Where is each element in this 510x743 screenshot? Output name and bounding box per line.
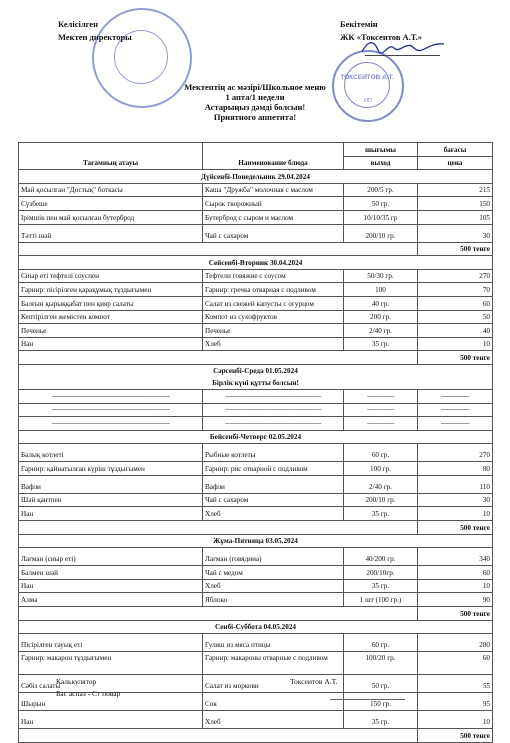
table-row — [19, 296, 493, 310]
day-title: Жұма-Пятница 03.05.2024 — [19, 534, 493, 548]
dish-output: 100 — [344, 283, 418, 297]
dish-kz: Нан — [19, 337, 203, 351]
dish-price: 55 — [418, 675, 493, 693]
table-row — [19, 324, 493, 338]
dish-kz: Нан — [19, 579, 203, 593]
dish-output: 150 гр. — [344, 693, 418, 711]
col-output-kz: шығымы — [344, 143, 418, 157]
calculator-label: Калькулятор — [56, 677, 97, 686]
dish-kz: Сәбіз салаты — [19, 675, 203, 693]
dish-kz: Тәтті шәй — [19, 224, 203, 242]
dish-output: 200/10гр. — [344, 566, 418, 580]
dish-output: 200 гр. — [344, 310, 418, 324]
menu-title — [0, 82, 510, 122]
dish-kz: Гарнир: макарон тұздығымен — [19, 652, 203, 675]
dish-ru: Тефтели говяжие с соусом — [203, 269, 344, 283]
dish-output: 60 гр. — [344, 444, 418, 462]
agreed-label: Келісілген — [58, 19, 99, 29]
day-total: 500 тенге — [418, 607, 493, 621]
dish-ru: Хлеб — [203, 337, 344, 351]
seal-number: ИП — [364, 98, 372, 104]
dish-ru: Компот из сухофруктов — [203, 310, 344, 324]
dish-price: 10 — [418, 711, 493, 729]
dish-kz: Шай қантпен — [19, 493, 203, 507]
dish-output: 35 гр. — [344, 579, 418, 593]
dish-output: 100/20 гр. — [344, 652, 418, 675]
dish-output: 10/10/35 гр — [344, 210, 418, 224]
dish-ru: Сырок творожный — [203, 197, 344, 211]
dish-output: 50 гр. — [344, 197, 418, 211]
dish-price: 60 — [418, 652, 493, 675]
dish-ru: Вафли — [203, 475, 344, 493]
dish-price: 110 — [418, 475, 493, 493]
dish-price: 30 — [418, 224, 493, 242]
dish-output: 1 шт (100 гр.) — [344, 593, 418, 607]
dish-ru: Хлеб — [203, 711, 344, 729]
dish-price: 40 — [418, 324, 493, 338]
dish-kz: Нан — [19, 711, 203, 729]
dish-kz: Май қосылған "Достық" боткасы — [19, 183, 203, 197]
dish-kz: Балмен шәй — [19, 566, 203, 580]
dish-output: 200/10 гр. — [344, 224, 418, 242]
dish-price: 270 — [418, 444, 493, 462]
dish-price: 340 — [418, 548, 493, 566]
footer-signature-line — [330, 699, 405, 700]
table-row — [19, 462, 493, 476]
table-row — [19, 593, 493, 607]
dish-kz: Кептірілген жемістен компот — [19, 310, 203, 324]
day-total: 500 тенге — [418, 729, 493, 743]
dish-ru: Салат из свежей капусты с огурцом — [203, 296, 344, 310]
dish-kz: Сүзбеше — [19, 197, 203, 211]
dish-output: 50 гр. — [344, 675, 418, 693]
day-total: 500 тенге — [418, 521, 493, 535]
holiday-greeting: Бірлік күні құтты болсын! — [212, 378, 299, 387]
footer-left — [56, 676, 120, 700]
col-kz-name: Тағамның атауы — [19, 143, 203, 170]
table-row — [19, 475, 493, 493]
day-title: Дүйсенбі-Понедельник 29.04.2024 — [19, 170, 493, 184]
dish-price: 50 — [418, 310, 493, 324]
dish-ru: Хлеб — [203, 579, 344, 593]
menu-table: Тағамның атауы Наименование блюда шығымы бағасы выход цена Дүйсенбі-Понедельник 29.04.2024 Май қосылған "Достық" боткасы Каша "Дружба" молочная с маслом 200/5 гр. 215 Сүзбеше Сырок творожный 50 гр. 150 Ірімшік пен май қосылған бутерброд Бутерброд с сыром и маслом 10/10/35 гр 105 Тәтті шәй Чай с сахаром 200/10 гр. 30 500 тенге Сейсенбі-Вторник 30.04.2024 Сиыр еті тефтелі соуспен Тефтели говяжие с соусом 50/30 гр. 270 Гарнир: пісірілген қарақұмық тұздығымен Гарнир: гречка отварная с подливом 100 70 Балғын қырыққабат пен қияр салаты Салат из свежей капусты с огурцом 40 гр. 60 Кептірілген жемістен компот Компот из сухофруктов 200 гр. 50 Печенье Печенье 2/40 гр. 40 Нан Хлеб 35 гр. 10 500 тенге Сәрсенбі-Среда 01.05.2024 Бірлік күні құтты болсын! ------------------------------------------------------------------------------- ---------------------------------------------------------------- ------------------ ------------------- ------------------------------------------------------------------------------- ---------------------------------------------------------------- ------------------ ------------------- ------------------------------------------------------------------------------- ---------------------------------------------------------------- ------------------ ------------------- Бейсенбі-Четверг 02.05.2024 Балық котлеті Рыбные котлеты 60 гр. 270 Гарнир: қайнатылған күріш тұздығымен Гарнир: рис отварной с подливом 100 гр. 80 Вафли Вафли 2/40 гр. 110 Шай қантпен Чай с сахаром 200/10 гр. 30 Нан Хлеб 35 гр. 10 500 тенге Жұма-Пятница 03.05.2024 Лагман (сиыр еті) Лагман (говядина) 40/200 гр. 340 Балмен шәй Чай с медом 200/10гр. 60 Нан Хлеб 35 гр. 10 Алма Яблоко 1 шт (100 гр.) 90 500 тенге Сенбі-Суббота 04.05.2024 Пісірілген тауық еті Гуляш из мяса птицы 60 гр. 280 Гарнир: макарон тұздығымен Гарнир: макароны отварные с подливом 100/20 гр. 60 Сәбіз салаты Салат из моркови 50 гр. 55 Шырын Сок 150 гр. 95 Нан Хлеб 35 гр. 10 500 тенге — [18, 142, 493, 743]
table-row — [19, 337, 493, 351]
table-row — [19, 210, 493, 224]
holiday-note — [19, 364, 493, 389]
dish-price: 280 — [418, 634, 493, 652]
title-line-4: Приятного аппетита! — [213, 112, 297, 122]
dish-output: 200/10 гр. — [344, 493, 418, 507]
seal-name: ТОКСЕИТОВ А.Т. — [340, 74, 394, 81]
dish-output: 40 гр. — [344, 296, 418, 310]
dish-price: 10 — [418, 337, 493, 351]
day-total: 500 тенге — [418, 242, 493, 256]
col-output-ru: выход — [344, 156, 418, 170]
approver-name: ЖК «Токсеитов А.Т.» — [340, 32, 422, 42]
dish-kz: Сиыр еті тефтелі соуспен — [19, 269, 203, 283]
dish-output: 200/5 гр. — [344, 183, 418, 197]
day-title: Сейсенбі-Вторник 30.04.2024 — [19, 256, 493, 270]
dish-output: 35 гр. — [344, 711, 418, 729]
title-line-3: Астарыңыз дәмді болсын! — [204, 102, 306, 112]
dish-ru: Чай с сахаром — [203, 493, 344, 507]
dish-price: 150 — [418, 197, 493, 211]
dish-ru: Чай с сахаром — [203, 224, 344, 242]
dish-output: 35 гр. — [344, 337, 418, 351]
dish-ru: Гарнир: макароны отварные с подливом — [203, 652, 344, 675]
table-row — [19, 566, 493, 580]
dish-price: 70 — [418, 283, 493, 297]
dish-ru: Хлеб — [203, 507, 344, 521]
dish-kz: Пісірілген тауық еті — [19, 634, 203, 652]
col-price-ru: цена — [418, 156, 493, 170]
dish-kz: Нан — [19, 507, 203, 521]
table-row — [19, 444, 493, 462]
dish-ru: Рыбные котлеты — [203, 444, 344, 462]
dish-kz: Гарнир: қайнатылған күріш тұздығымен — [19, 462, 203, 476]
dish-ru: Чай с медом — [203, 566, 344, 580]
table-row — [19, 493, 493, 507]
footer-right — [290, 676, 337, 688]
dish-ru: Сок — [203, 693, 344, 711]
dish-output: 60 гр. — [344, 634, 418, 652]
table-row — [19, 579, 493, 593]
table-row — [19, 548, 493, 566]
col-ru-name: Наименование блюда — [203, 143, 344, 170]
day-title: Сенбі-Суббота 04.05.2024 — [19, 620, 493, 634]
footer-name: Токсеитов А.Т. — [290, 677, 338, 686]
dish-kz: Алма — [19, 593, 203, 607]
dish-output: 35 гр. — [344, 507, 418, 521]
dish-kz: Гарнир: пісірілген қарақұмық тұздығымен — [19, 283, 203, 297]
dish-ru: Печенье — [203, 324, 344, 338]
dish-price: 215 — [418, 183, 493, 197]
approve-label: Бекітемін — [340, 19, 378, 29]
table-row — [19, 224, 493, 242]
dish-price: 60 — [418, 296, 493, 310]
dish-ru: Гуляш из мяса птицы — [203, 634, 344, 652]
table-row — [19, 197, 493, 211]
dish-ru: Салат из моркови — [203, 675, 344, 693]
dish-output: 40/200 гр. — [344, 548, 418, 566]
dish-price: 30 — [418, 493, 493, 507]
dish-price: 95 — [418, 693, 493, 711]
dish-price: 10 — [418, 507, 493, 521]
dish-output: 2/40 гр. — [344, 324, 418, 338]
dish-output: 100 гр. — [344, 462, 418, 476]
day-total: 500 тенге — [418, 351, 493, 365]
dish-ru: Гарнир: гречка отварная с подливом — [203, 283, 344, 297]
dish-ru: Бутерброд с сыром и маслом — [203, 210, 344, 224]
dish-price: 105 — [418, 210, 493, 224]
dish-kz: Вафли — [19, 475, 203, 493]
dish-price: 90 — [418, 593, 493, 607]
chef-label: Бас аспаз - Ст повар — [56, 689, 121, 698]
col-price-kz: бағасы — [418, 143, 493, 157]
school-director-label: Мектеп директоры — [58, 32, 132, 42]
title-line-2: 1 апта/1 недели — [225, 92, 285, 102]
dish-kz: Печенье — [19, 324, 203, 338]
table-row — [19, 310, 493, 324]
dish-price: 270 — [418, 269, 493, 283]
dish-output: 2/40 гр. — [344, 475, 418, 493]
dish-kz: Балық котлеті — [19, 444, 203, 462]
dish-ru: Гарнир: рис отварной с подливом — [203, 462, 344, 476]
day-title: Сәрсенбі-Среда 01.05.2024 — [213, 366, 298, 375]
dish-price: 10 — [418, 579, 493, 593]
dish-ru: Каша "Дружба" молочная с маслом — [203, 183, 344, 197]
table-row — [19, 183, 493, 197]
dish-ru: Яблоко — [203, 593, 344, 607]
table-row — [19, 283, 493, 297]
dish-price: 80 — [418, 462, 493, 476]
dish-kz: Шырын — [19, 693, 203, 711]
table-row — [19, 634, 493, 652]
day-title: Бейсенбі-Четверг 02.05.2024 — [19, 430, 493, 444]
title-line-1: Мектептің ас мәзірі/Школьное меню — [184, 82, 326, 92]
table-row — [19, 507, 493, 521]
dish-ru: Лагман (говядина) — [203, 548, 344, 566]
dish-price: 60 — [418, 566, 493, 580]
dish-kz: Ірімшік пен май қосылған бутерброд — [19, 210, 203, 224]
table-row — [19, 269, 493, 283]
table-row — [19, 652, 493, 675]
dish-output: 50/30 гр. — [344, 269, 418, 283]
dish-kz: Лагман (сиыр еті) — [19, 548, 203, 566]
dish-kz: Балғын қырыққабат пен қияр салаты — [19, 296, 203, 310]
